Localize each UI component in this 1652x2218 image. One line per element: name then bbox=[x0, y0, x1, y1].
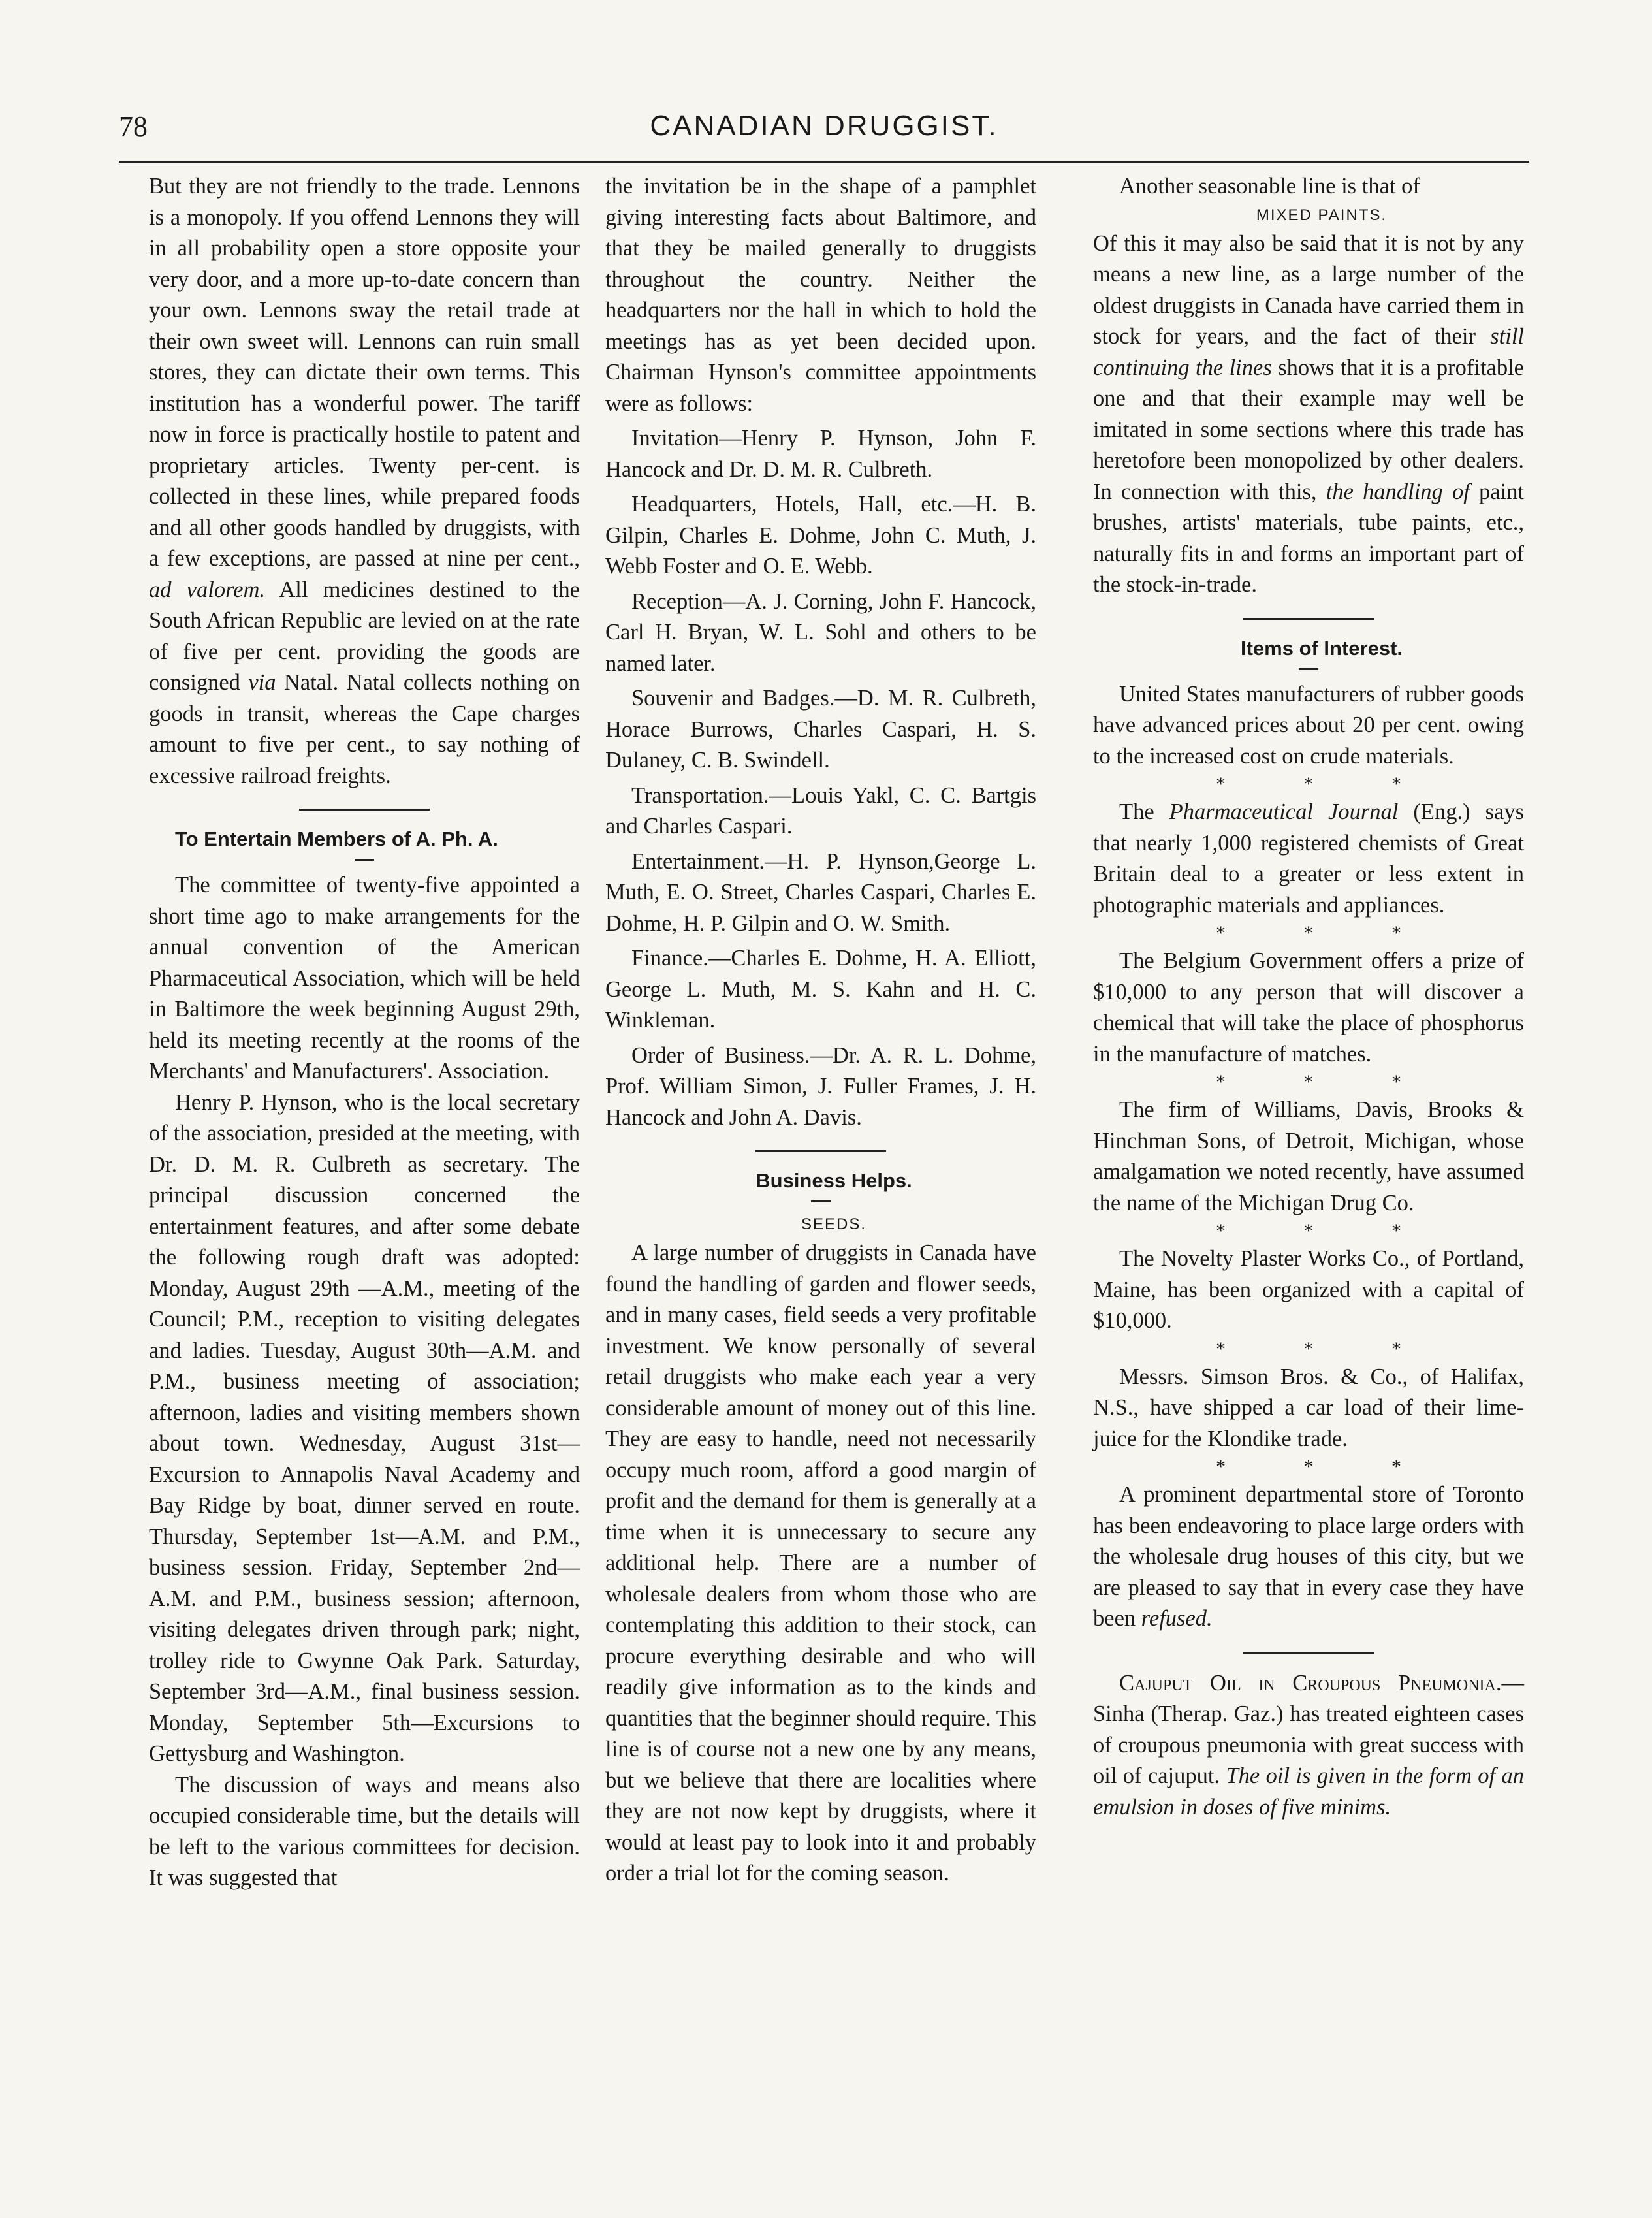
heading-dash bbox=[1299, 668, 1318, 670]
news-item: The Belgium Government offers a prize of $10,000 to any person that will discover a chemical that will take the place of phosphorus in the manufacture of matches. bbox=[1093, 948, 1524, 1067]
section-divider bbox=[1243, 618, 1374, 620]
committee-item: Reception—A. J. Corning, John F. Hancock, Carl H. Bryan, W. L. Sohl and others to be named later. bbox=[605, 588, 1036, 676]
paragraph: Henry P. Hynson, who is the local secretary of the association, presided at the meeting, with Dr. D. M. R. Culbreth as secretary. The principal discussion concerned the entertainment features, and after some debate the following rough draft was adopted: Monday, August 29th —A.M., meeting of the Council; P.M., reception to visiting delegates and ladies. Tuesday, August 30th—A.M. and P.M., business meeting of association; afternoon, ladies and visiting members shown about town. Wednesday, August 31st—Excursion to Annapolis Naval Academy and Bay Ridge by boat, dinner served en route. Thursday, September 1st—A.M. and P.M., business session. Friday, September 2nd—A.M. and P.M., business session; afternoon, visiting delegates driven through park; night, trolley ride to Gwynne Oak Park. Saturday, September 3rd—A.M., final business session. Monday, September 5th—Excursions to Gettysburg and Washington. bbox=[149, 1089, 580, 1766]
committee-item: Transportation.—Louis Yakl, C. C. Bartgis and Charles Caspari. bbox=[605, 782, 1036, 839]
subheading: SEEDS. bbox=[801, 1215, 867, 1233]
star-separator: * * * bbox=[1216, 1456, 1438, 1477]
page-number: 78 bbox=[119, 110, 148, 142]
paragraph: But they are not friendly to the trade. Lennons is a monopoly. If you offend Lennons they will in all probability open a store opposite your very door, and a more up-to-date concern than your own. Lennons sway the retail trade at their own sweet will. Lennons can ruin small stores, they can dictate their own terms. This institution has a wonderful power. The tariff now in force is practically hostile to patent and proprietary articles. Twenty per-cent. is collected in these lines, while prepared foods and all other goods handled by druggists, with a few exceptions, are passed at nine per cent., ad valorem. All medicines destined to the South African Republic are levied on at the rate of five per cent. providing the goods are consigned via Natal. Natal collects nothing on goods in transit, whereas the Cape charges amount to five per cent., to say nothing of excessive railroad freights. bbox=[149, 174, 580, 788]
header-rule bbox=[119, 161, 1529, 163]
section-divider bbox=[1243, 1652, 1374, 1654]
star-separator: * * * bbox=[1216, 1220, 1438, 1242]
news-item: The firm of Williams, Davis, Brooks & Hinchman Sons, of Detroit, Michigan, whose amalgamation we noted recently, have assumed the name of the Michigan Drug Co. bbox=[1093, 1097, 1524, 1215]
section-divider bbox=[299, 809, 430, 811]
committee-item: Entertainment.—H. P. Hynson,George L. Muth, E. O. Street, Charles Caspari, Charles E. Dohme, H. P. Gilpin and O. W. Smith. bbox=[605, 848, 1036, 936]
section-heading: To Entertain Members of A. Ph. A. bbox=[175, 828, 498, 850]
paragraph: The committee of twenty-five appointed a short time ago to make arrangements for the annual convention of the American Pharmaceutical Association, which will be held in Baltimore the week beginning August 29th, held its meeting recently at the rooms of the Merchants' and Manufacturers'. Association. bbox=[149, 873, 580, 1084]
heading-dash bbox=[811, 1200, 831, 1202]
journal-title: CANADIAN DRUGGIST. bbox=[650, 110, 998, 142]
news-item: Messrs. Simson Bros. & Co., of Halifax, N.S., have shipped a car load of their lime-juice for the Klondike trade. bbox=[1093, 1364, 1524, 1451]
committee-item: Finance.—Charles E. Dohme, H. A. Elliott, George L. Muth, M. S. Kahn and H. C. Winkleman. bbox=[605, 946, 1036, 1033]
committee-item: Souvenir and Badges.—D. M. R. Culbreth, Horace Burrows, Charles Caspari, H. S. Dulaney, C. B. Swindell. bbox=[605, 686, 1036, 773]
heading-dash bbox=[355, 859, 374, 861]
star-separator: * * * bbox=[1216, 922, 1438, 944]
news-item: The Pharmaceutical Journal (Eng.) says that nearly 1,000 registered chemists of Great Britain deal to a greater or less extent in photographic materials and appliances. bbox=[1093, 799, 1524, 918]
page-header bbox=[119, 110, 1529, 162]
section-heading: Items of Interest. bbox=[1240, 636, 1403, 660]
star-separator: * * * bbox=[1216, 773, 1438, 795]
column-2 bbox=[605, 171, 1036, 1889]
section-divider bbox=[755, 1150, 886, 1152]
news-item: United States manufacturers of rubber goods have advanced prices about 20 per cent. owing to the increased cost on crude materials. bbox=[1093, 681, 1524, 769]
committee-item: Headquarters, Hotels, Hall, etc.—H. B. Gilpin, Charles E. Dohme, John C. Muth, J. Webb Foster and O. E. Webb. bbox=[605, 492, 1036, 579]
star-separator: * * * bbox=[1216, 1338, 1438, 1360]
column-1 bbox=[149, 171, 580, 1894]
committee-item: Order of Business.—Dr. A. R. L. Dohme, Prof. William Simon, J. Fuller Frames, J. H. Hancock and John A. Davis. bbox=[605, 1042, 1036, 1130]
paragraph: Another seasonable line is that of bbox=[1119, 174, 1420, 199]
column-3 bbox=[1093, 171, 1524, 1823]
cajuput-heading: Cajuput Oil in Croupous Pneumonia. bbox=[1119, 1670, 1502, 1696]
news-item: A prominent departmental store of Toronto has been endeavoring to place large orders with the wholesale drug houses of this city, but we are pleased to say that in every case they have been refused. bbox=[1093, 1482, 1524, 1631]
paragraph: The discussion of ways and means also occupied considerable time, but the details will be left to the various committees for decision. It was suggested that bbox=[149, 1772, 580, 1890]
committee-item: Invitation—Henry P. Hynson, John F. Hancock and Dr. D. M. R. Culbreth. bbox=[605, 426, 1036, 482]
news-item: The Novelty Plaster Works Co., of Portland, Maine, has been organized with a capital of $10,000. bbox=[1093, 1246, 1524, 1333]
paragraph: A large number of druggists in Canada have found the handling of garden and flower seeds, and in many cases, field seeds a very profitable investment. We know personally of several retail druggists who make each year a very considerable amount of money out of this line. They are easy to handle, need not necessarily occupy much room, afford a good margin of profit and the demand for them is generally at a time when it is unnecessary to secure any additional help. There are a number of wholesale dealers from whom those who are contemplating this addition to their stock, can procure everything desirable and who will readily give information as to the kinds and quantities that the beginner should require. This line is of course not a new one by any means, but we believe that there are localities where they are not now kept by druggists, where it would at least pay to look into it and probably order a trial lot for the coming season. bbox=[605, 1240, 1036, 1886]
paragraph: Of this it may also be said that it is not by any means a new line, as a large number of the oldest druggists in Canada have carried them in stock for years, and the fact of their still continuing the lines shows that it is a profitable one and that their example may well be imitated in some sections where this trade has heretofore been monopolized by other dealers. In connection with this, the handling of paint brushes, artists' materials, tube paints, etc., naturally fits in and forms an important part of the stock-in-trade. bbox=[1093, 231, 1525, 597]
section-heading: Business Helps. bbox=[755, 1169, 912, 1192]
paragraph: the invitation be in the shape of a pamphlet giving interesting facts about Baltimore, and that they be mailed generally to druggists throughout the country. Neither the headquarters nor the hall in which to hold the meetings has as yet been decided upon. Chairman Hynson's committee appointments were as follows: bbox=[605, 174, 1036, 416]
star-separator: * * * bbox=[1216, 1071, 1438, 1093]
news-item: Cajuput Oil in Croupous Pneumonia.—Sinha (Therap. Gaz.) has treated eighteen cases of croupous pneumonia with great success with oil of cajuput. The oil is given in the form of an emulsion in doses of five minims. bbox=[1093, 1670, 1524, 1820]
subheading: MIXED PAINTS. bbox=[1256, 206, 1388, 224]
